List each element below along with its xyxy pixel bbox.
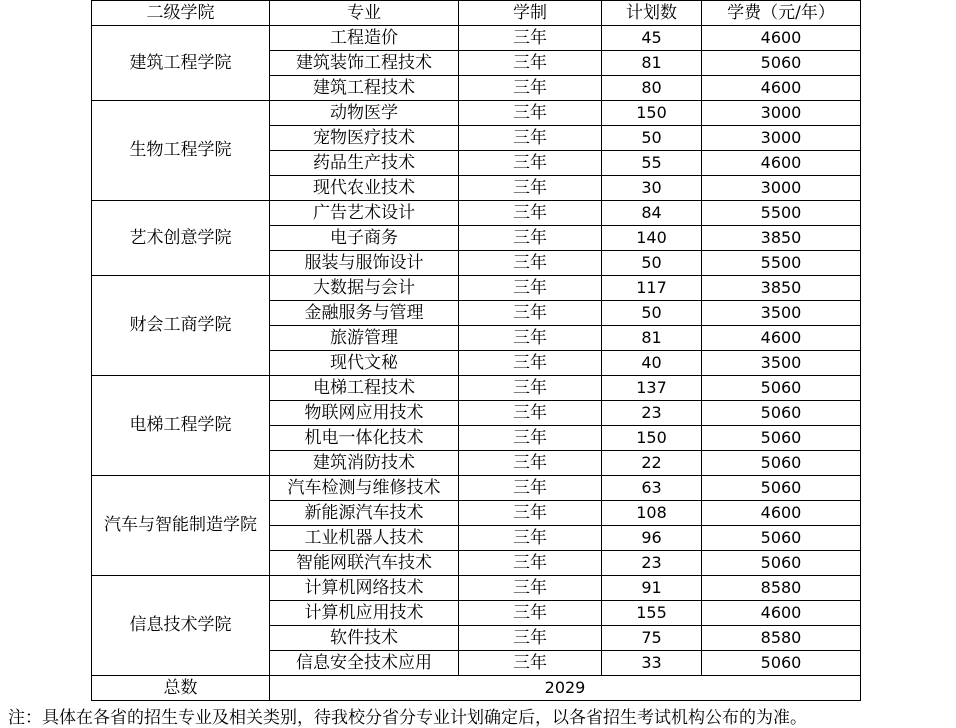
plan-count-cell: 40	[602, 351, 702, 376]
duration-cell: 三年	[459, 651, 602, 676]
major-cell: 服装与服饰设计	[270, 251, 459, 276]
tuition-cell: 4600	[702, 26, 861, 51]
plan-count-cell: 155	[602, 601, 702, 626]
plan-count-cell: 81	[602, 51, 702, 76]
duration-cell: 三年	[459, 151, 602, 176]
college-cell: 财会工商学院	[92, 276, 270, 376]
tuition-cell: 5060	[702, 551, 861, 576]
major-cell: 新能源汽车技术	[270, 501, 459, 526]
duration-cell: 三年	[459, 126, 602, 151]
duration-cell: 三年	[459, 276, 602, 301]
duration-cell: 三年	[459, 576, 602, 601]
plan-count-cell: 45	[602, 26, 702, 51]
plan-count-cell: 150	[602, 101, 702, 126]
major-cell: 现代农业技术	[270, 176, 459, 201]
college-cell: 电梯工程学院	[92, 376, 270, 476]
duration-cell: 三年	[459, 401, 602, 426]
plan-count-cell: 75	[602, 626, 702, 651]
table-row	[92, 201, 861, 226]
plan-count-cell: 117	[602, 276, 702, 301]
plan-count-cell: 30	[602, 176, 702, 201]
header-plan-count: 计划数	[602, 1, 702, 26]
header-duration: 学制	[459, 1, 602, 26]
tuition-cell: 5060	[702, 476, 861, 501]
major-cell: 电梯工程技术	[270, 376, 459, 401]
plan-count-cell: 23	[602, 401, 702, 426]
header-major: 专业	[270, 1, 459, 26]
tuition-cell: 3000	[702, 176, 861, 201]
total-value: 2029	[270, 676, 861, 701]
college-cell: 信息技术学院	[92, 576, 270, 676]
major-cell: 旅游管理	[270, 326, 459, 351]
major-cell: 物联网应用技术	[270, 401, 459, 426]
plan-count-cell: 50	[602, 126, 702, 151]
tuition-cell: 4600	[702, 501, 861, 526]
duration-cell: 三年	[459, 76, 602, 101]
tuition-cell: 4600	[702, 151, 861, 176]
duration-cell: 三年	[459, 476, 602, 501]
plan-count-cell: 50	[602, 301, 702, 326]
major-cell: 现代文秘	[270, 351, 459, 376]
duration-cell: 三年	[459, 601, 602, 626]
duration-cell: 三年	[459, 326, 602, 351]
duration-cell: 三年	[459, 51, 602, 76]
tuition-cell: 4600	[702, 601, 861, 626]
tuition-cell: 5060	[702, 426, 861, 451]
major-cell: 机电一体化技术	[270, 426, 459, 451]
table-row	[92, 476, 861, 501]
major-cell: 工程造价	[270, 26, 459, 51]
plan-count-cell: 22	[602, 451, 702, 476]
major-cell: 计算机网络技术	[270, 576, 459, 601]
major-cell: 宠物医疗技术	[270, 126, 459, 151]
tuition-cell: 5060	[702, 526, 861, 551]
tuition-cell: 5060	[702, 51, 861, 76]
plan-count-cell: 137	[602, 376, 702, 401]
major-cell: 建筑工程技术	[270, 76, 459, 101]
major-cell: 大数据与会计	[270, 276, 459, 301]
tuition-cell: 5060	[702, 376, 861, 401]
major-cell: 信息安全技术应用	[270, 651, 459, 676]
plan-count-cell: 91	[602, 576, 702, 601]
tuition-cell: 3850	[702, 226, 861, 251]
duration-cell: 三年	[459, 551, 602, 576]
duration-cell: 三年	[459, 526, 602, 551]
table-row	[92, 576, 861, 601]
college-cell: 艺术创意学院	[92, 201, 270, 276]
major-cell: 药品生产技术	[270, 151, 459, 176]
college-cell: 汽车与智能制造学院	[92, 476, 270, 576]
footnote: 注：具体在各省的招生专业及相关类别，待我校分省分专业计划确定后，以各省招生考试机构公布的为准。	[8, 708, 807, 728]
duration-cell: 三年	[459, 301, 602, 326]
duration-cell: 三年	[459, 251, 602, 276]
table-row	[92, 376, 861, 401]
tuition-cell: 3850	[702, 276, 861, 301]
tuition-cell: 3000	[702, 101, 861, 126]
tuition-cell: 8580	[702, 576, 861, 601]
major-cell: 金融服务与管理	[270, 301, 459, 326]
duration-cell: 三年	[459, 501, 602, 526]
major-cell: 工业机器人技术	[270, 526, 459, 551]
tuition-cell: 5060	[702, 401, 861, 426]
duration-cell: 三年	[459, 626, 602, 651]
tuition-cell: 5500	[702, 251, 861, 276]
duration-cell: 三年	[459, 376, 602, 401]
table-row	[92, 276, 861, 301]
duration-cell: 三年	[459, 26, 602, 51]
major-cell: 动物医学	[270, 101, 459, 126]
duration-cell: 三年	[459, 426, 602, 451]
college-cell: 建筑工程学院	[92, 26, 270, 101]
plan-count-cell: 63	[602, 476, 702, 501]
major-cell: 建筑装饰工程技术	[270, 51, 459, 76]
tuition-cell: 3000	[702, 126, 861, 151]
table-row	[92, 26, 861, 51]
tuition-cell: 3500	[702, 351, 861, 376]
total-row	[92, 676, 861, 701]
tuition-cell: 3500	[702, 301, 861, 326]
plan-count-cell: 33	[602, 651, 702, 676]
table-row	[92, 101, 861, 126]
duration-cell: 三年	[459, 226, 602, 251]
duration-cell: 三年	[459, 451, 602, 476]
duration-cell: 三年	[459, 351, 602, 376]
tuition-cell: 4600	[702, 326, 861, 351]
tuition-cell: 8580	[702, 626, 861, 651]
tuition-cell: 5060	[702, 651, 861, 676]
major-cell: 建筑消防技术	[270, 451, 459, 476]
college-cell: 生物工程学院	[92, 101, 270, 201]
plan-count-cell: 96	[602, 526, 702, 551]
plan-count-cell: 50	[602, 251, 702, 276]
header-row	[92, 1, 861, 26]
major-cell: 汽车检测与维修技术	[270, 476, 459, 501]
header-college: 二级学院	[92, 1, 270, 26]
major-cell: 计算机应用技术	[270, 601, 459, 626]
plan-count-cell: 55	[602, 151, 702, 176]
duration-cell: 三年	[459, 201, 602, 226]
plan-count-cell: 23	[602, 551, 702, 576]
tuition-cell: 4600	[702, 76, 861, 101]
plan-count-cell: 108	[602, 501, 702, 526]
table-body	[92, 26, 861, 676]
tuition-cell: 5060	[702, 451, 861, 476]
major-cell: 软件技术	[270, 626, 459, 651]
plan-count-cell: 140	[602, 226, 702, 251]
header-tuition: 学费（元/年）	[702, 1, 861, 26]
duration-cell: 三年	[459, 176, 602, 201]
total-label: 总数	[92, 676, 270, 701]
enrollment-plan-table	[91, 0, 861, 701]
plan-count-cell: 80	[602, 76, 702, 101]
tuition-cell: 5500	[702, 201, 861, 226]
major-cell: 广告艺术设计	[270, 201, 459, 226]
plan-count-cell: 81	[602, 326, 702, 351]
major-cell: 电子商务	[270, 226, 459, 251]
duration-cell: 三年	[459, 101, 602, 126]
plan-count-cell: 84	[602, 201, 702, 226]
major-cell: 智能网联汽车技术	[270, 551, 459, 576]
plan-count-cell: 150	[602, 426, 702, 451]
